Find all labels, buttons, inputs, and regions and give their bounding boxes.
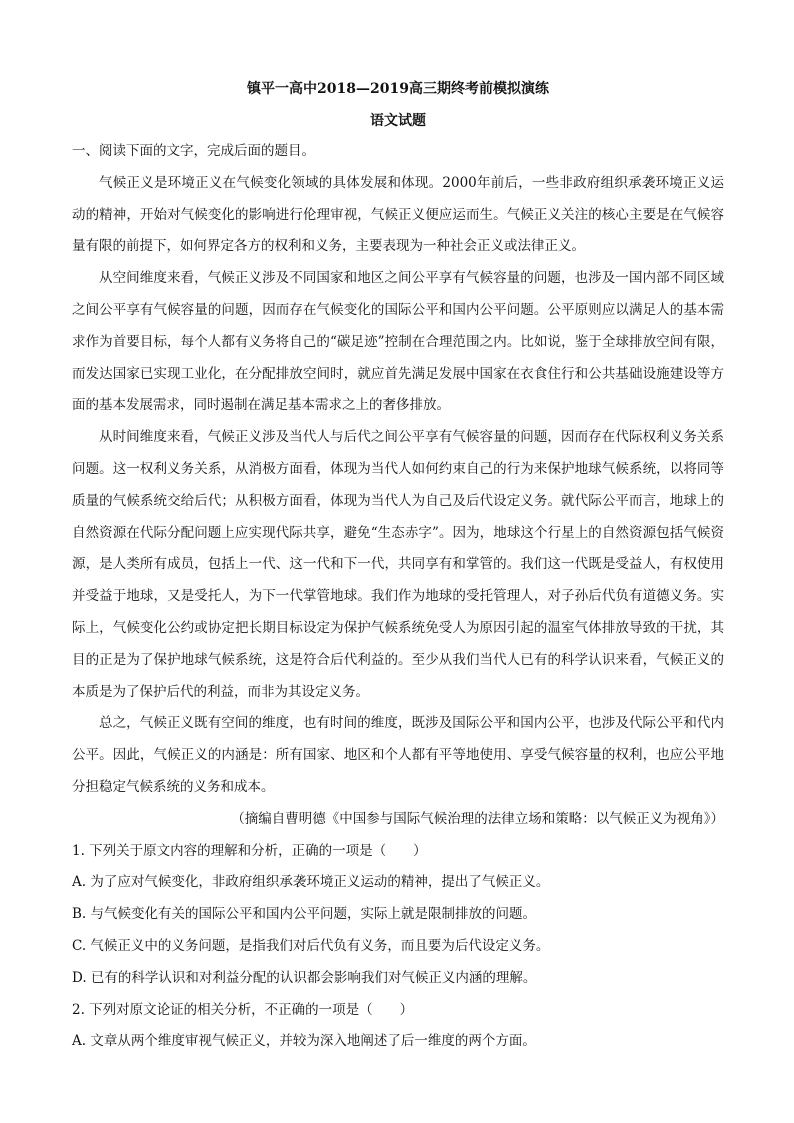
question-1-stem: 1. 下列关于原文内容的理解和分析，正确的一项是（ ） [72,842,427,859]
passage-paragraph-1: 气候正义是环境正义在气候变化领域的具体发展和体现。2000年前后，一些非政府组织承袭环境正义运动的精神，开始对气候变化的影响进行伦理审视，气候正义便应运而生。气候正义关注的核心主要是在气候容量有限的前提下，如何界定各方的权利和义务，主要表现为一种社会正义或法律正义。 [72,174,724,255]
question-1-option-a: A. 为了应对气候变化，非政府组织承袭环境正义运动的精神，提出了气候正义。 [72,874,550,891]
question-1-option-c: C. 气候正义中的义务问题，是指我们对后代负有义务，而且要为后代设定义务。 [72,937,550,954]
question-1-option-b: B. 与气候变化有关的国际公平和国内公平问题，实际上就是限制排放的问题。 [72,906,537,923]
exam-page [72,78,724,1058]
exam-title: 镇平一高中2018—2019高三期终考前模拟演练 [247,81,549,97]
passage-paragraph-4: 总之，气候正义既有空间的维度，也有时间的维度，既涉及国际公平和国内公平，也涉及代际公平和代内公平。因此，气候正义的内涵是：所有国家、地区和个人都有平等地使用、享受气候容量的权利，也应公平地分担稳定气候系统的义务和成本。 [72,715,724,795]
section-heading: 一、阅读下面的文字，完成后面的题目。 [72,143,315,159]
question-1-option-d: D. 已有的科学认识和对利益分配的认识都会影响我们对气候正义内涵的理解。 [72,969,537,986]
exam-subject: 语文试题 [370,113,426,129]
passage-source: （摘编自曹明德《中国参与国际气候治理的法律立场和策略：以气候正义为视角》） [231,810,724,827]
passage-paragraph-2: 从空间维度来看，气候正义涉及不同国家和地区之间公平享有气候容量的问题，也涉及一国内部不同区域之间公平享有气候容量的问题，因而存在气候变化的国际公平和国内公平问题。公平原则应以满足人的基本需求作为首要目标，每个人都有义务将自己的“碳足迹”控制在合理范围之内。比如说，鉴于全球排放空间有限，而发达国家已实现工业化，在分配排放空间时，就应首先满足发展中国家在衣食住行和公共基础设施建设等方面的基本发展需求，同时遏制在满足基本需求之上的奢侈排放。 [72,270,724,414]
question-2-stem: 2. 下列对原文论证的相关分析，不正确的一项是（ ） [72,1001,414,1018]
passage-paragraph-3: 从时间维度来看，气候正义涉及当代人与后代之间公平享有气候容量的问题，因而存在代际权利义务关系问题。这一权利义务关系，从消极方面看，体现为当代人如何约束自己的行为来保护地球气候系统，以将同等质量的气候系统交给后代；从积极方面看，体现为当代人为自己及后代设定义务。就代际公平而言，地球上的自然资源在代际分配问题上应实现代际共享，避免“生态赤字”。因为，地球这个行星上的自然资源包括气候资源，是人类所有成员，包括上一代、这一代和下一代，共同享有和掌管的。我们这一代既是受益人，有权使用并受益于地球，又是受托人，为下一代掌管地球。我们作为地球的受托管理人，对子孙后代负有道德义务。实际上，气候变化公约或协定把长期目标设定为保护气候系统免受人为原因引起的温室气体排放导致的干扰，其目的正是为了保护地球气候系统，这是符合后代利益的。至少从我们当代人已有的科学认识来看，气候正义的本质是为了保护后代的利益，而非为其设定义务。 [72,429,724,700]
question-2-option-a: A. 文章从两个维度审视气候正义，并较为深入地阐述了后一维度的两个方面。 [72,1033,536,1050]
